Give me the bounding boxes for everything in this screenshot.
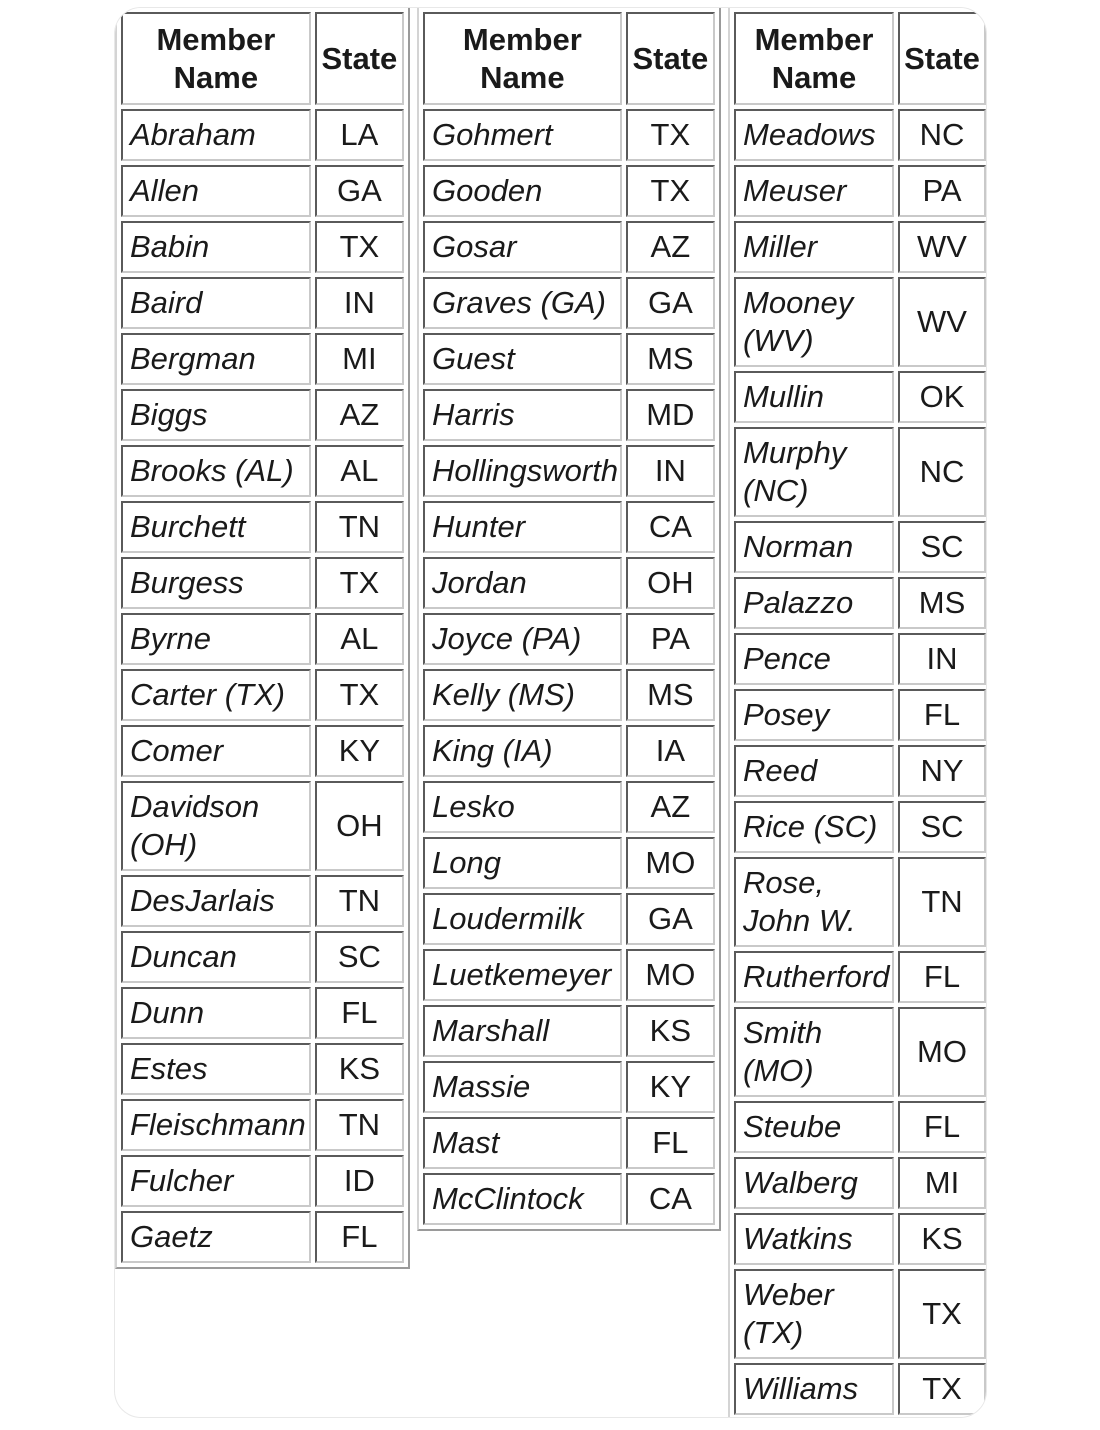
table-row	[734, 221, 986, 273]
state-cell: TX	[898, 1363, 986, 1415]
table-row	[121, 221, 404, 273]
member-name-cell: Mast	[423, 1117, 622, 1169]
table-row	[423, 277, 715, 329]
state-cell: NY	[898, 745, 986, 797]
table-row	[734, 1157, 986, 1209]
member-table	[117, 8, 408, 1267]
state-cell: SC	[898, 801, 986, 853]
member-name-cell: Gaetz	[121, 1211, 311, 1263]
state-cell: ID	[315, 1155, 404, 1207]
state-cell: TN	[315, 1099, 404, 1151]
member-list-card	[115, 8, 986, 1417]
table-row	[121, 613, 404, 665]
state-cell: SC	[315, 931, 404, 983]
member-name-cell: Weber (TX)	[734, 1269, 894, 1359]
member-name-cell: Gohmert	[423, 109, 622, 161]
state-cell: AL	[315, 445, 404, 497]
member-name-cell: Guest	[423, 333, 622, 385]
state-cell: FL	[315, 1211, 404, 1263]
table-row	[734, 1213, 986, 1265]
table-row	[734, 745, 986, 797]
table-row	[423, 1173, 715, 1225]
state-cell: FL	[626, 1117, 715, 1169]
member-name-header: Member Name	[423, 12, 622, 105]
member-name-cell: Posey	[734, 689, 894, 741]
member-name-cell: Lesko	[423, 781, 622, 833]
state-cell: GA	[626, 277, 715, 329]
member-name-cell: Fleischmann	[121, 1099, 311, 1151]
member-name-cell: Burgess	[121, 557, 311, 609]
table-row	[734, 1269, 986, 1359]
table-row	[734, 689, 986, 741]
member-name-cell: Long	[423, 837, 622, 889]
table-row	[734, 521, 986, 573]
header-row	[734, 12, 986, 105]
state-cell: CA	[626, 501, 715, 553]
table-row	[121, 781, 404, 871]
member-name-cell: McClintock	[423, 1173, 622, 1225]
state-cell: TX	[315, 669, 404, 721]
state-cell: IN	[315, 277, 404, 329]
member-name-cell: Abraham	[121, 109, 311, 161]
table-row	[734, 1101, 986, 1153]
member-name-cell: Babin	[121, 221, 311, 273]
table-row	[121, 445, 404, 497]
member-name-cell: Smith (MO)	[734, 1007, 894, 1097]
table-row	[121, 1155, 404, 1207]
table-row	[734, 951, 986, 1003]
table-row	[734, 165, 986, 217]
member-name-cell: Comer	[121, 725, 311, 777]
member-name-cell: Jordan	[423, 557, 622, 609]
member-name-cell: Davidson (OH)	[121, 781, 311, 871]
state-cell: TX	[626, 165, 715, 217]
table-row	[734, 1007, 986, 1097]
state-header: State	[626, 12, 715, 105]
member-name-cell: Walberg	[734, 1157, 894, 1209]
member-name-cell: Dunn	[121, 987, 311, 1039]
member-table	[419, 8, 719, 1229]
member-name-cell: Graves (GA)	[423, 277, 622, 329]
state-cell: LA	[315, 109, 404, 161]
state-cell: GA	[315, 165, 404, 217]
table-row	[423, 389, 715, 441]
member-name-cell: Estes	[121, 1043, 311, 1095]
state-header: State	[898, 12, 986, 105]
table-row	[734, 109, 986, 161]
table-row	[121, 501, 404, 553]
state-cell: AZ	[626, 221, 715, 273]
state-cell: MS	[626, 333, 715, 385]
member-name-cell: Hollingsworth	[423, 445, 622, 497]
member-name-cell: Pence	[734, 633, 894, 685]
table-row	[423, 1117, 715, 1169]
member-name-cell: Joyce (PA)	[423, 613, 622, 665]
state-cell: IN	[898, 633, 986, 685]
table-row	[423, 949, 715, 1001]
table-row	[734, 633, 986, 685]
table-row	[734, 801, 986, 853]
table-row	[121, 1043, 404, 1095]
table-row	[121, 109, 404, 161]
table-row	[423, 501, 715, 553]
table-row	[423, 1061, 715, 1113]
state-cell: KY	[626, 1061, 715, 1113]
state-cell: PA	[898, 165, 986, 217]
member-name-cell: Loudermilk	[423, 893, 622, 945]
table-row	[734, 1363, 986, 1415]
member-name-cell: Fulcher	[121, 1155, 311, 1207]
state-cell: CA	[626, 1173, 715, 1225]
member-table-1	[115, 8, 410, 1269]
table-row	[423, 669, 715, 721]
state-cell: AZ	[626, 781, 715, 833]
member-name-cell: Luetkemeyer	[423, 949, 622, 1001]
state-cell: AZ	[315, 389, 404, 441]
member-name-cell: Carter (TX)	[121, 669, 311, 721]
member-name-cell: Meadows	[734, 109, 894, 161]
member-name-cell: Rose, John W.	[734, 857, 894, 947]
member-name-cell: Mullin	[734, 371, 894, 423]
member-name-cell: Palazzo	[734, 577, 894, 629]
member-name-cell: Steube	[734, 1101, 894, 1153]
member-name-cell: Miller	[734, 221, 894, 273]
state-cell: FL	[898, 1101, 986, 1153]
table-row	[423, 781, 715, 833]
state-cell: MO	[626, 949, 715, 1001]
member-name-cell: Reed	[734, 745, 894, 797]
state-cell: MO	[898, 1007, 986, 1097]
table-row	[423, 613, 715, 665]
state-cell: TX	[315, 221, 404, 273]
member-name-cell: Watkins	[734, 1213, 894, 1265]
state-cell: NC	[898, 427, 986, 517]
table-row	[423, 837, 715, 889]
member-name-header: Member Name	[734, 12, 894, 105]
state-cell: IA	[626, 725, 715, 777]
member-name-cell: DesJarlais	[121, 875, 311, 927]
table-row	[734, 857, 986, 947]
state-cell: MS	[626, 669, 715, 721]
state-cell: NC	[898, 109, 986, 161]
table-row	[423, 445, 715, 497]
table-row	[121, 1211, 404, 1263]
state-cell: KS	[315, 1043, 404, 1095]
table-row	[121, 987, 404, 1039]
state-cell: MI	[898, 1157, 986, 1209]
table-row	[121, 1099, 404, 1151]
table-row	[423, 1005, 715, 1057]
table-row	[121, 389, 404, 441]
state-cell: TN	[315, 875, 404, 927]
state-cell: MD	[626, 389, 715, 441]
state-cell: KS	[626, 1005, 715, 1057]
table-row	[734, 277, 986, 367]
member-name-cell: Allen	[121, 165, 311, 217]
state-cell: MO	[626, 837, 715, 889]
state-cell: FL	[898, 689, 986, 741]
state-cell: MS	[898, 577, 986, 629]
table-row	[734, 427, 986, 517]
state-cell: TX	[626, 109, 715, 161]
member-name-cell: Biggs	[121, 389, 311, 441]
state-cell: OK	[898, 371, 986, 423]
table-row	[121, 333, 404, 385]
member-name-cell: Gosar	[423, 221, 622, 273]
state-cell: MI	[315, 333, 404, 385]
member-name-cell: Burchett	[121, 501, 311, 553]
state-cell: KS	[898, 1213, 986, 1265]
state-cell: SC	[898, 521, 986, 573]
table-row	[423, 893, 715, 945]
member-name-cell: Mooney (WV)	[734, 277, 894, 367]
table-row	[423, 221, 715, 273]
table-row	[734, 371, 986, 423]
state-cell: TN	[315, 501, 404, 553]
state-cell: PA	[626, 613, 715, 665]
table-row	[423, 725, 715, 777]
table-row	[121, 669, 404, 721]
state-cell: OH	[626, 557, 715, 609]
table-row	[121, 931, 404, 983]
state-cell: TN	[898, 857, 986, 947]
table-row	[121, 277, 404, 329]
state-cell: TX	[898, 1269, 986, 1359]
header-row	[121, 12, 404, 105]
member-name-cell: Norman	[734, 521, 894, 573]
table-row	[121, 875, 404, 927]
state-cell: KY	[315, 725, 404, 777]
table-row	[734, 577, 986, 629]
member-name-cell: Gooden	[423, 165, 622, 217]
state-cell: GA	[626, 893, 715, 945]
member-table	[730, 8, 986, 1417]
table-row	[121, 165, 404, 217]
table-row	[423, 109, 715, 161]
state-cell: WV	[898, 221, 986, 273]
state-cell: AL	[315, 613, 404, 665]
state-cell: TX	[315, 557, 404, 609]
state-cell: OH	[315, 781, 404, 871]
member-name-cell: Byrne	[121, 613, 311, 665]
table-row	[121, 725, 404, 777]
member-name-cell: Baird	[121, 277, 311, 329]
state-header: State	[315, 12, 404, 105]
state-cell: IN	[626, 445, 715, 497]
member-name-cell: Hunter	[423, 501, 622, 553]
member-name-cell: Marshall	[423, 1005, 622, 1057]
table-row	[121, 557, 404, 609]
table-row	[423, 557, 715, 609]
member-name-cell: Bergman	[121, 333, 311, 385]
member-name-cell: Kelly (MS)	[423, 669, 622, 721]
header-row	[423, 12, 715, 105]
member-name-cell: King (IA)	[423, 725, 622, 777]
member-name-cell: Duncan	[121, 931, 311, 983]
state-cell: FL	[898, 951, 986, 1003]
table-row	[423, 333, 715, 385]
member-name-cell: Rutherford	[734, 951, 894, 1003]
member-name-cell: Brooks (AL)	[121, 445, 311, 497]
member-name-cell: Massie	[423, 1061, 622, 1113]
member-name-cell: Williams	[734, 1363, 894, 1415]
table-row	[423, 165, 715, 217]
member-name-header: Member Name	[121, 12, 311, 105]
member-name-cell: Rice (SC)	[734, 801, 894, 853]
member-table-2	[417, 8, 721, 1231]
member-name-cell: Harris	[423, 389, 622, 441]
state-cell: FL	[315, 987, 404, 1039]
member-name-cell: Meuser	[734, 165, 894, 217]
state-cell: WV	[898, 277, 986, 367]
member-name-cell: Murphy (NC)	[734, 427, 894, 517]
member-table-3	[728, 8, 986, 1417]
